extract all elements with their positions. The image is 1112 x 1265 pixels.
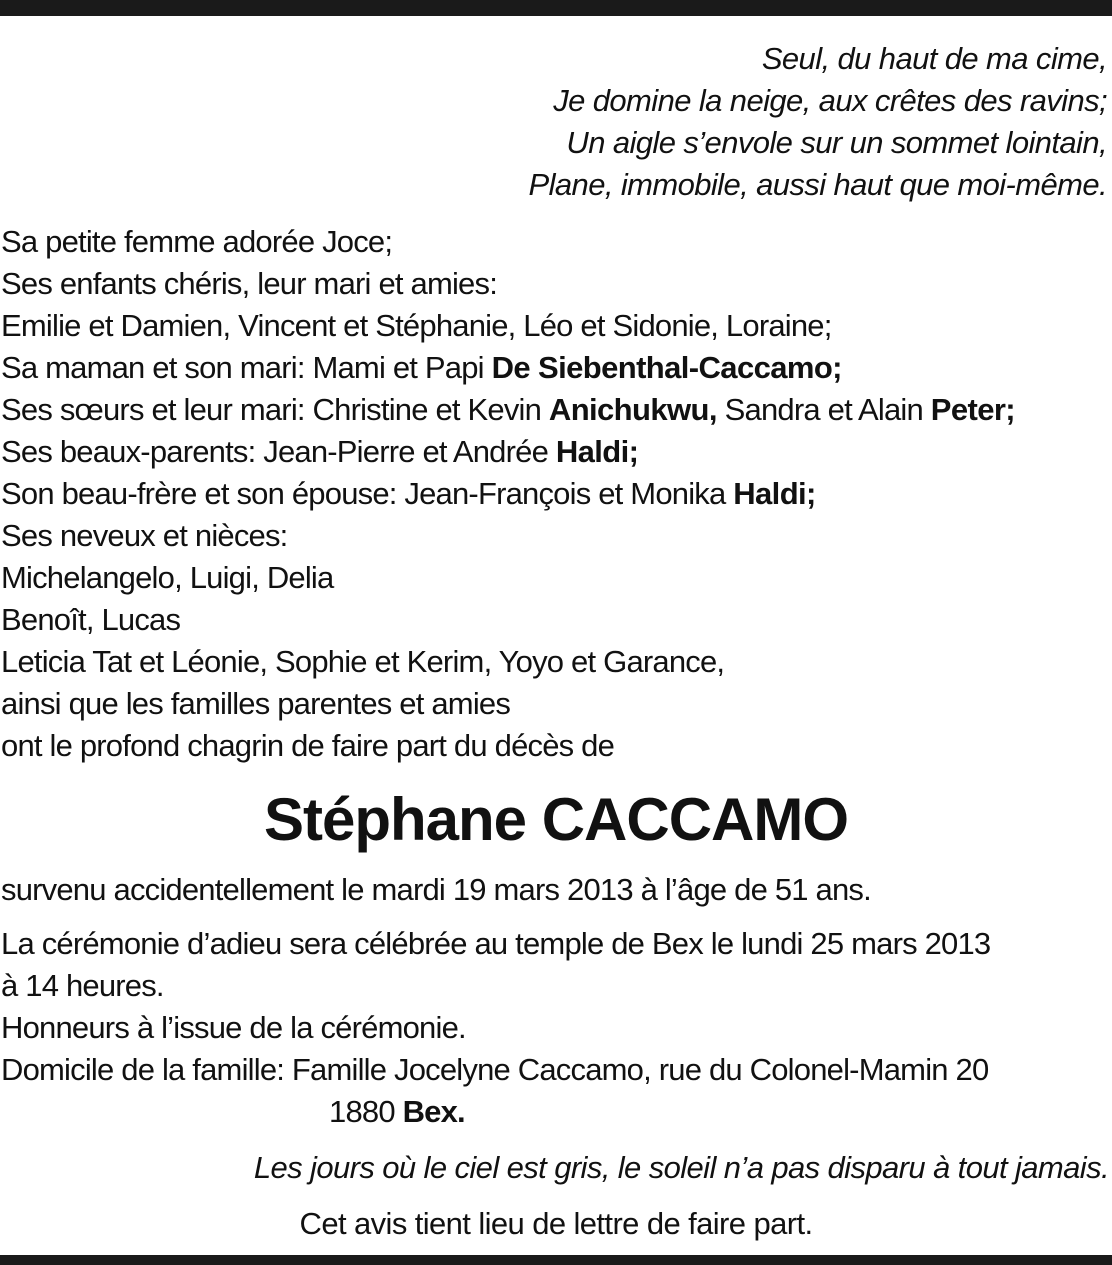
death-statement: survenu accidentellement le mardi 19 mars 2013 à l’âge de 51 ans. <box>1 872 871 907</box>
poem-line: Je domine la neige, aux crêtes des ravins; <box>553 83 1107 118</box>
ceremony-line: La cérémonie d’adieu sera célébrée au temple de Bex le lundi 25 mars 2013 <box>1 926 991 961</box>
family-list <box>1 221 1109 767</box>
poem-line: Plane, immobile, aussi haut que moi-même. <box>528 167 1107 202</box>
bottom-border-rule <box>0 1255 1112 1265</box>
family-line: Ses enfants chéris, leur mari et amies: <box>1 266 498 301</box>
ceremony-details <box>1 869 1109 1133</box>
postcode: 1880 <box>329 1094 403 1129</box>
domicile-line: Domicile de la famille: Famille Jocelyne Caccamo, rue du Colonel-Mamin 20 <box>1 1052 989 1087</box>
family-line <box>1 431 1109 473</box>
family-line: Michelangelo, Luigi, Delia <box>1 560 334 595</box>
family-line <box>1 473 1109 515</box>
family-text: Sandra et Alain <box>716 392 931 427</box>
ceremony-line: à 14 heures. <box>1 968 164 1003</box>
honours-line: Honneurs à l’issue de la cérémonie. <box>1 1010 466 1045</box>
notice-line: Cet avis tient lieu de lettre de faire part. <box>299 1206 813 1241</box>
family-surname: Anichukwu, <box>548 392 717 427</box>
family-line: Ses neveux et nièces: <box>1 518 288 553</box>
family-surname: Haldi; <box>555 434 639 469</box>
family-text: Ses sœurs et leur mari: Christine et Kevin <box>1 392 549 427</box>
family-text: Son beau-frère et son épouse: Jean-François et Monika <box>1 476 734 511</box>
poem-stanza <box>207 38 1107 206</box>
family-line: Emilie et Damien, Vincent et Stéphanie, Léo et Sidonie, Loraine; <box>1 308 832 343</box>
family-line: Sa petite femme adorée Joce; <box>1 224 393 259</box>
family-line <box>1 389 1109 431</box>
deceased-name: Stéphane CACCAMO <box>263 786 849 853</box>
family-line: Leticia Tat et Léonie, Sophie et Kerim, Yoyo et Garance, <box>1 644 725 679</box>
family-surname: Haldi; <box>733 476 816 511</box>
domicile-address <box>1 1091 1109 1133</box>
poem-line: Un aigle s’envole sur un sommet lointain, <box>566 125 1107 160</box>
family-surname: Peter; <box>930 392 1016 427</box>
family-surname: De Siebenthal-Caccamo; <box>491 350 842 385</box>
closing-quote: Les jours où le ciel est gris, le soleil n’a pas disparu à tout jamais. <box>253 1150 1109 1185</box>
family-text: Ses beaux-parents: Jean-Pierre et Andrée <box>1 434 556 469</box>
poem-line: Seul, du haut de ma cime, <box>761 41 1107 76</box>
family-text: Sa maman et son mari: Mami et Papi <box>1 350 492 385</box>
town: Bex. <box>402 1094 465 1129</box>
top-border-rule <box>0 0 1112 16</box>
family-line <box>1 347 1109 389</box>
family-line: ainsi que les familles parentes et amies <box>1 686 511 721</box>
family-line: Benoît, Lucas <box>1 602 181 637</box>
family-line: ont le profond chagrin de faire part du décès de <box>1 728 615 763</box>
